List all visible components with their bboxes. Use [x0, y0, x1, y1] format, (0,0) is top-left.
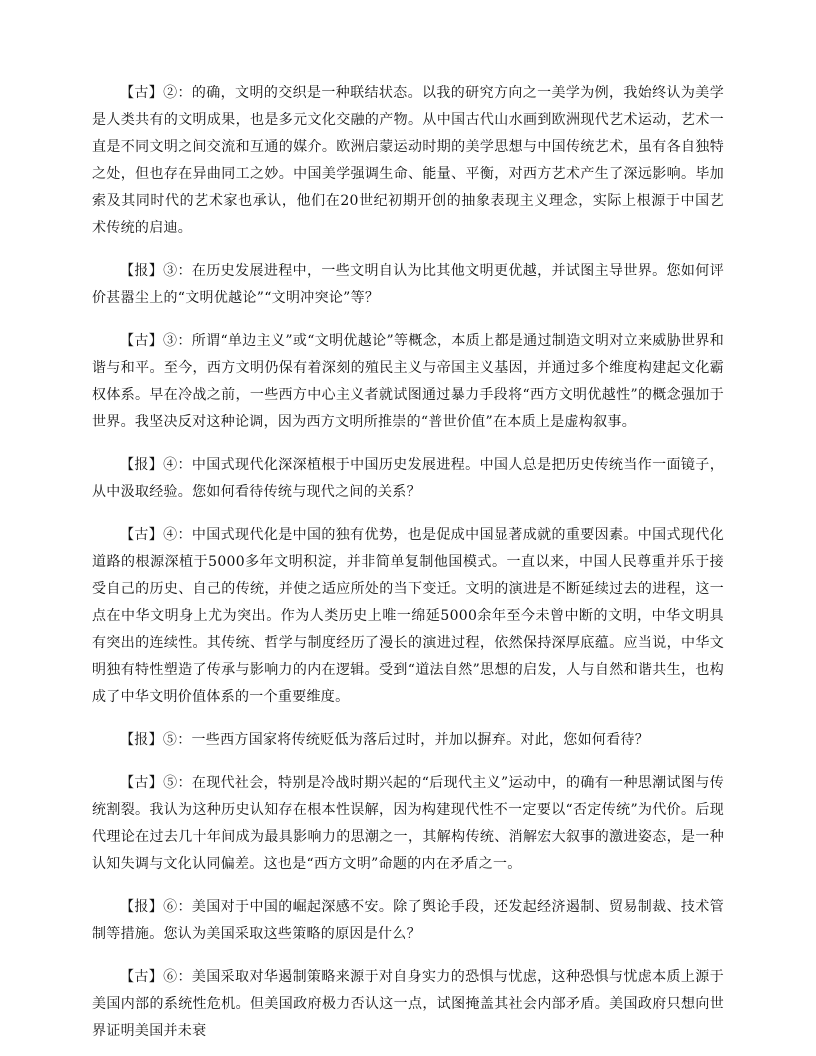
- paragraph-answer-6: 【古】⑥：美国采取对华遏制策略来源于对自身实力的恐惧与忧虑，这种恐惧与忧虑本质上源于美国内部的系统性危机。但美国政府极力否认这一点，试图掩盖其社会内部矛盾。美国政府只想向世界证明美国并未衰: [92, 969, 724, 1039]
- paragraph-question-6: 【报】⑥：美国对于中国的崛起深感不安。除了舆论手段，还发起经济遏制、贸易制裁、技术管制等措施。您认为美国采取这些策略的原因是什么？: [92, 899, 724, 942]
- paragraph-answer-4: 【古】④：中国式现代化是中国的独有优势，也是促成中国显著成就的重要因素。中国式现代化道路的根源深植于5000多年文明积淀，并非简单复制他国模式。一直以来，中国人民尊重并乐于接受自己的历史、自己的传统，并使之适应所处的当下变迁。文明的演进是不断延续过去的进程，这一点在中华文明身上尤为突出。作为人类历史上唯一绵延5000余年至今未曾中断的文明，中华文明具有突出的连续性。其传统、哲学与制度经历了漫长的演进过程，依然保持深厚底蕴。应当说，中华文明独有特性塑造了传承与影响力的内在逻辑。受到“道法自然”思想的启发，人与自然和谐共生，也构成了中华文明价值体系的一个重要维度。: [92, 527, 724, 705]
- paragraph-question-3: 【报】③：在历史发展进程中，一些文明自认为比其他文明更优越，并试图主导世界。您如何评价甚嚣尘上的“文明优越论”“文明冲突论”等？: [92, 263, 724, 306]
- paragraph-answer-3: 【古】③：所谓“单边主义”或“文明优越论”等概念，本质上都是通过制造文明对立来威胁世界和谐与和平。至今，西方文明仍保有着深刻的殖民主义与帝国主义基因，并通过多个维度构建起文化霸权体系。早在冷战之前，一些西方中心主义者就试图通过暴力手段将“西方文明优越性”的概念强加于世界。我坚决反对这种论调，因为西方文明所推崇的“普世价值”在本质上是虚构叙事。: [92, 333, 724, 430]
- paragraph-answer-2: 【古】②：的确，文明的交织是一种联结状态。以我的研究方向之一美学为例，我始终认为美学是人类共有的文明成果，也是多元文化交融的产物。从中国古代山水画到欧洲现代艺术运动，艺术一直是不同文明之间交流和互通的媒介。欧洲启蒙运动时期的美学思想与中国传统艺术，虽有各自独特之处，但也存在异曲同工之妙。中国美学强调生命、能量、平衡，对西方艺术产生了深远影响。毕加索及其同时代的艺术家也承认，他们在20世纪初期开创的抽象表现主义理念，实际上根源于中国艺术传统的启迪。: [92, 85, 724, 236]
- paragraph-question-5: 【报】⑤：一些西方国家将传统贬低为落后过时，并加以摒弃。对此，您如何看待？: [120, 732, 650, 748]
- paragraph-question-4: 【报】④：中国式现代化深深植根于中国历史发展进程。中国人总是把历史传统当作一面镜子，从中汲取经验。您如何看待传统与现代之间的关系？: [92, 457, 724, 500]
- paragraph-answer-5: 【古】⑤：在现代社会，特别是冷战时期兴起的“后现代主义”运动中，的确有一种思潮试图与传统割裂。我认为这种历史认知存在根本性误解，因为构建现代性不一定要以“否定传统”为代价。后现代理论在过去几十年间成为最具影响力的思潮之一，其解构传统、消解宏大叙事的激进姿态，是一种认知失调与文化认同偏差。这也是“西方文明”命题的内在矛盾之一。: [92, 775, 724, 872]
